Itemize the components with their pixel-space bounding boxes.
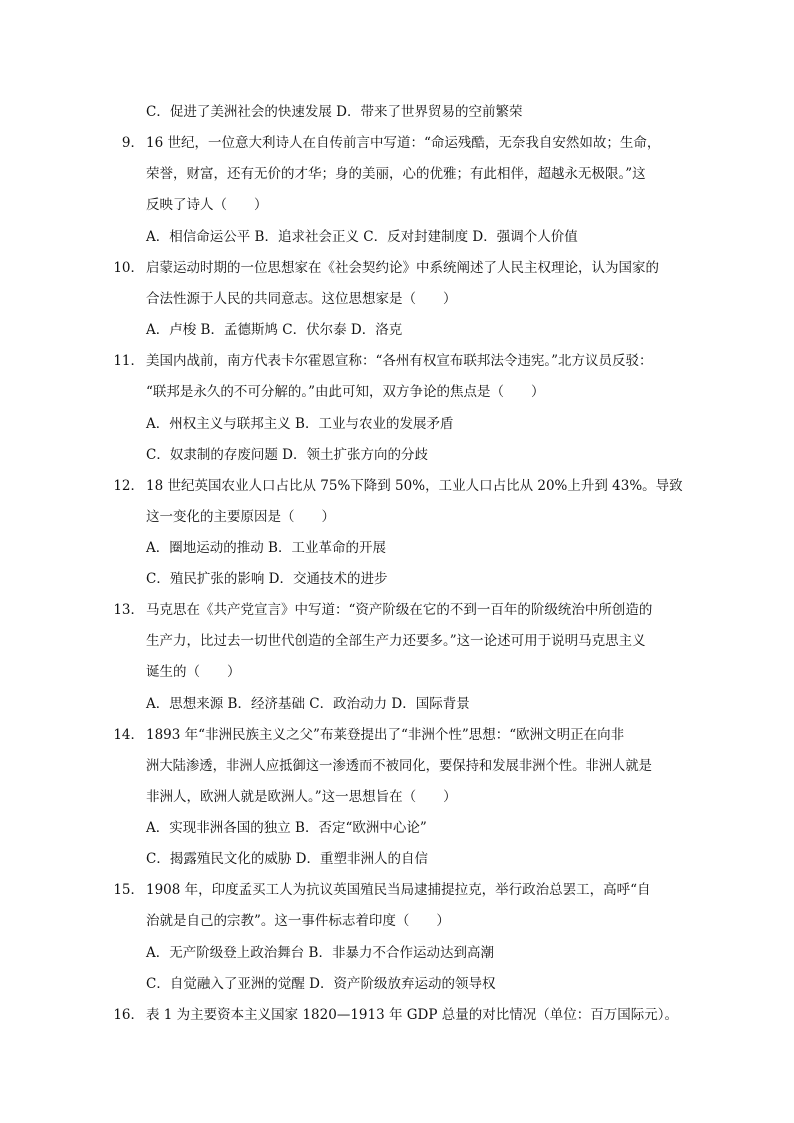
option-text: A．思想来源 B．经济基础 C．政治动力 D．国际背景 [146, 696, 470, 712]
option-line [146, 538, 386, 558]
question-continuation [146, 382, 545, 402]
option-text: C．奴隶制的存废问题 D．领土扩张方向的分歧 [146, 447, 428, 463]
question-number: 11． [113, 353, 144, 369]
question-continuation [146, 195, 268, 215]
option-text: A．相信命运公平 B．追求社会正义 C．反对封建制度 D．强调个人价值 [146, 229, 578, 245]
option-text: A．实现非洲各国的独立 B．否定“欧洲中心论” [146, 820, 427, 836]
option-line [146, 943, 494, 963]
question-continuation [146, 507, 335, 527]
question-number: 9． [121, 135, 144, 151]
option-line [146, 974, 495, 994]
option-text: A．卢梭 B．孟德斯鸠 C．伏尔泰 D．洛克 [146, 322, 403, 338]
option-text: A．无产阶级登上政治舞台 B．非暴力不合作运动达到高潮 [146, 945, 494, 961]
question-text: 诞生的（ ） [146, 664, 241, 680]
option-line [146, 102, 522, 122]
option-text: C．揭露殖民文化的威胁 D．重塑非洲人的自信 [146, 851, 428, 867]
question-text: 合法性源于人民的共同意志。这位思想家是（ ） [146, 291, 457, 307]
question-number: 10． [113, 260, 144, 276]
option-text: A．州权主义与联邦主义 B．工业与农业的发展矛盾 [146, 416, 454, 432]
question-text: 这一变化的主要原因是（ ） [146, 509, 335, 525]
option-line [146, 694, 470, 714]
question-text: 生产力，比过去一切世代创造的全部生产力还要多。”这一论述可用于说明马克思主义 [146, 633, 646, 649]
question-text: 16 世纪，一位意大利诗人在自传前言中写道：“命运残酷，无奈我自安然如故；生命， [146, 135, 661, 151]
question-text: 反映了诗人（ ） [146, 197, 268, 213]
option-line [146, 227, 578, 247]
option-line [146, 818, 427, 838]
option-line [146, 445, 428, 465]
option-line [146, 320, 402, 340]
question-text: 18 世纪英国农业人口占比从 75%下降到 50%，工业人口占比从 20%上升到 43%。导致 [146, 478, 683, 494]
question-continuation [146, 631, 646, 651]
question-text: 美国内战前，南方代表卡尔霍恩宣称：“各州有权宣布联邦法令违宪。”北方议员反驳： [146, 353, 653, 369]
question-continuation [146, 787, 457, 807]
question-number: 16． [113, 1007, 144, 1023]
question-text: “联邦是永久的不可分解的。”由此可知，双方争论的焦点是（ ） [146, 384, 545, 400]
option-text: C．殖民扩张的影响 D．交通技术的进步 [146, 571, 388, 587]
option-text: C．促进了美洲社会的快速发展 D．带来了世界贸易的空前繁荣 [146, 104, 523, 120]
question-continuation [146, 911, 450, 931]
question-text: 启蒙运动时期的一位思想家在《社会契约论》中系统阐述了人民主权理论，认为国家的 [146, 260, 659, 276]
option-text: A．圈地运动的推动 B．工业革命的开展 [146, 540, 386, 556]
question-number: 13． [113, 602, 144, 618]
question-number: 15． [113, 882, 144, 898]
question-text: 荣誉，财富，还有无价的才华；身的美丽，心的优雅；有此相伴，超越永无极限。”这 [146, 166, 646, 182]
question-number: 12． [113, 478, 144, 494]
question-text: 非洲人，欧洲人就是欧洲人。”这一思想旨在（ ） [146, 789, 457, 805]
option-line [146, 849, 428, 869]
question-number: 14． [113, 727, 144, 743]
question-text: 马克思在《共产党宣言》中写道：“资产阶级在它的不到一百年的阶级统治中所创造的 [146, 602, 653, 618]
question-continuation [146, 289, 457, 309]
question-text: 治就是自己的宗教”。这一事件标志着印度（ ） [146, 913, 450, 929]
question-text: 1893 年“非洲民族主义之父”布莱登提出了“非洲个性”思想：“欧洲文明正在向非 [146, 727, 625, 743]
question-text: 1908 年，印度孟买工人为抗议英国殖民当局逮捕提拉克，举行政治总罢工，高呼“自 [146, 882, 651, 898]
option-line [146, 569, 387, 589]
question-text: 表 1 为主要资本主义国家 1820—1913 年 GDP 总量的对比情况（单位：百万国际元）。 [146, 1007, 678, 1023]
question-text: 洲大陆渗透，非洲人应抵御这一渗透而不被同化，要保持和发展非洲个性。非洲人就是 [146, 758, 652, 774]
question-continuation [146, 164, 646, 184]
option-line [146, 414, 453, 434]
option-text: C．自觉融入了亚洲的觉醒 D．资产阶级放弃运动的领导权 [146, 976, 496, 992]
question-continuation [146, 756, 652, 776]
question-continuation [146, 662, 241, 682]
